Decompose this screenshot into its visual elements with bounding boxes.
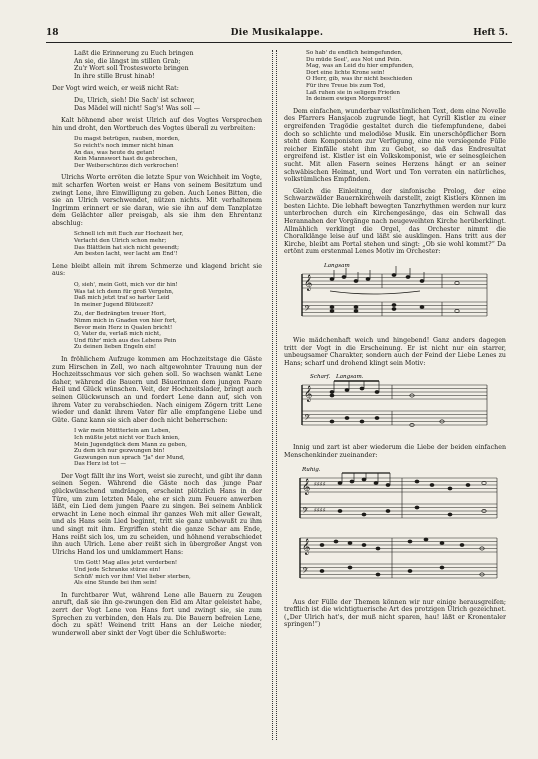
poem-line: Du müde Seel', aus Not und Pein.: [306, 56, 402, 63]
music-score-love-motif: [292, 464, 502, 594]
poem-line: Für ihre Treue bis zum Tod,: [306, 82, 386, 89]
poem-line: Das Mädel will nicht! Sag's! Was soll —: [74, 104, 201, 112]
paragraph: Dem einfachen, wunderbar volkstümlichen Text, dem eine Novelle des Pfarrers Hansjacob zugrunde liegt, hat Cyrill Kistler zu einer ergreifenden Tragödie gestaltet durch die tiefempfundene, dabei doch so schlichte und melodiöse Musik. Ein unerschöpflicher Born steht dem Komponisten zur Verfügung, eine nie versiegende Fülle reicher Einfälle steht ihm zu Gebot, so daß das Endresultat ergreifend ist. Kistler ist ein Volkskomponist, wie er seinesgleichen sucht. Mit allen Fasern seines Herzens hängt er an seiner schwäbischen Heimat, und Wort und Ton verraten ein natürliches, volkstümliches Empfinden.: [284, 107, 506, 184]
poem-line: Und führ' mich aus des Lebens Pein: [74, 337, 177, 344]
poem-line: In meiner Jugend Blütezeit?: [74, 301, 154, 308]
tempo-marking: Scharf.: [310, 374, 331, 381]
right-column: [284, 50, 506, 633]
score-image: [292, 260, 492, 332]
poem-line: In deinem ewigen Morgenrot!: [306, 96, 392, 103]
svg-text:♯♯♯♯: ♯♯♯♯: [314, 480, 326, 488]
page-header: [46, 28, 508, 42]
poem-line: Und jede Schranke stürze ein!: [74, 567, 161, 573]
poem-line: Dort eine lichte Krone sein!: [306, 69, 385, 76]
poem-line: In ihre stille Brust hinab!: [74, 72, 155, 80]
poem-block: [52, 97, 262, 112]
poem-block: [52, 428, 262, 468]
svg-text:𝄢: 𝄢: [304, 305, 311, 317]
poem-block: [284, 50, 506, 103]
poem-block: [52, 231, 262, 257]
header-rule: [46, 42, 512, 43]
poem-line: O Herr, gib, was ihr nicht beschieden: [306, 76, 413, 83]
music-score-lene-motif: [292, 260, 502, 332]
tempo-marking: Langsam: [324, 263, 350, 270]
magazine-title: Die Musikalappe.: [230, 28, 324, 38]
paragraph: Kalt höhnend aber weist Ulrich auf des Vogtes Versprechen hin und droht, den Wortbruch des Vogtes überall zu verbreiten:: [52, 117, 262, 132]
svg-text:𝄢: 𝄢: [302, 566, 309, 578]
poem-line: Als eine Stunde bei ihm sein!: [74, 580, 157, 587]
tempo-marking: Ruhig.: [302, 466, 321, 473]
poem-line: Zu'r Wort soll Trostesworte bringen: [74, 65, 189, 73]
svg-text:𝄞: 𝄞: [304, 275, 313, 292]
poem-line: Zu dem ich nur gezwungen bin!: [74, 448, 165, 455]
poem-line: I wär mein Müttterlein am Leben,: [74, 428, 171, 435]
poem-line: An das, was heute du getan!: [74, 149, 155, 156]
paragraph: Gleich die Einleitung, der sinfonische Prolog, der eine Schwarzwälder Bauernkirchweih darstellt, zeigt Kistlers Können im besten Lichte. Die lebhaft bewegten Tanzrhythmen werden nur kurz unterbrochen durch ein Kirchengesänge, das ein Schwall das Herannahen der Vorgänge nach neugeweihten Kirche herüberklingt. Allmählich verklingt die Orgel, das Orchester nimmt die Choralklänge leise auf und läßt sie ausklingen. Hans tritt aus der Kirche, bleibt am Portal stehen und singt: „Ob sie wohl kommt?“ Da ertönt zum erstenmal Lenes Motiv im Orchester:: [284, 187, 506, 256]
poem-line: So reicht's noch immer nicht hinan: [74, 142, 174, 149]
paragraph: In fröhlichem Aufzuge kommen am Hochzeitstage die Gäste zum Hirschen in Zell, wo nach altgewohnter Trauung nun der Hochzeitsschmaus vor sich gehen soll. So wachsen wankt Lene daher, während die Bauern und Bäuerinnen dem jungen Paare Heil und Glück wünschen. Veit, der Hochzeitslader, bringt auch seinen Glückwunsch an und fordert Lene dann auf, sich von ihrem Vater zu verabschieden. Nach einigem Zögern tritt Lene wieder und dankt ihrem Vater für alle empfangene Liebe und Güte. Ganz kann sie sich aber doch nicht beherrschen:: [52, 355, 262, 424]
poem-block: [52, 282, 262, 351]
poem-line: Am besten lacht, wer lacht am End'!: [74, 251, 178, 258]
paragraph: In furchtbarer Wut, während Lene alle Bauern zu Zeugen anruft, daß sie ihn ge-zwungen den Eid am Altar geleistet habe, zerrt der Vogt Lene von Hans fort und zwingt sie, sie zum Sprechen zu verbinden, den Hals zu. Die Bauern befreien Lene, doch zu spät! Weinend tritt Hans an der Leiche nieder, wunderwoll aber sinkt der Vogt über die Schlußworte:: [52, 591, 262, 637]
poem-line: Schüß' mich vor ihm! Viel lieber sterben,: [74, 573, 191, 580]
paragraph: Ulrichs Worte erröten die letzte Spur von Weichheit im Vogte, mit scharfen Worten weist er Hans von seinem Besitztum und zwingt Lene, ihre Einwilligung zu geben. Auch Lenes Bitten, die sie an Ulrich verschwendet, nützen nichts. Mit verhaltenem Ingrimm erinnert er sie daran, wie sie ihn auf dem Tanzplatze dem Gelächter aller preisgab, als sie ihm den Ehrentanz abschlug:: [52, 174, 262, 227]
paragraph: Innig und zart ist aber wiederum die Liebe der beiden einfachen Menschenkinder zueinander:: [284, 444, 506, 459]
poem-line: Nimm mich in Gnaden von hier fort,: [74, 318, 177, 324]
poem-line: Du magst betrügen, rauben, morden,: [74, 136, 180, 143]
svg-text:𝄞: 𝄞: [302, 538, 311, 555]
poem-line: O, Vater du, verlaß mich nicht,: [74, 331, 161, 338]
poem-line: So hab' du endlich heimgefunden,: [306, 50, 403, 56]
poem-line: Du, Ulrich, sieh! Die Sach' ist schwer,: [74, 96, 195, 104]
poem-line: Verlacht den Ulrich schon mehr;: [74, 238, 167, 245]
music-score-vogt-motif: [292, 371, 502, 439]
issue-number: Heft 5.: [473, 28, 508, 38]
poem-line: An sie, die längst im stillen Grab;: [74, 57, 181, 65]
poem-line: Bevor mein Herz in Qualen bricht!: [74, 324, 173, 331]
poem-block: [52, 50, 262, 80]
poem-line: Mein Jugendglück dem Mann zu geben,: [74, 441, 187, 448]
paragraph: Aus der Fülle der Themen können wir nur einige herausgreifen; trefflich ist die wichtigtuerische Art des protzigen Ulrich gezeichnet. („Der Ulrich hat's, der muß nicht sparen, hau! läßt er Kronentaler springen!“): [284, 598, 506, 629]
poem-line: Das Herz ist tot —: [74, 461, 126, 468]
poem-line: Zu deinen lieben Engeln ein!: [74, 344, 157, 351]
poem-block: [52, 136, 262, 169]
poem-line: Laßt die Erinnerung zu Euch bringen: [74, 50, 194, 57]
paragraph: Der Vogt wird weich, er weiß nicht Rat:: [52, 85, 179, 93]
paragraph: Wie mädchenhaft weich und hingebend! Ganz anders dagegen tritt der Vogt in die Erscheinung. Er ist nicht nur ein starrer, unbeugsamer Charakter, sondern auch der Feind der Liebe Lenes zu Hans; scharf und drohend klingt sein Motiv:: [284, 337, 506, 367]
page-number: 18: [46, 28, 59, 38]
paragraph: Lene bleibt allein mit ihrem Schmerze und klagend bricht sie aus:: [52, 262, 262, 278]
poem-line: Gezwungen nun sprach "Ja" der Mund,: [74, 454, 185, 461]
poem-line: O, sieh', mein Gott, mich vor dir hin!: [74, 282, 178, 289]
svg-text:♯♯♯♯: ♯♯♯♯: [314, 506, 326, 514]
svg-text:𝄢: 𝄢: [302, 506, 309, 518]
svg-text:𝄞: 𝄞: [302, 478, 311, 495]
poem-line: Das Blättlein hat sich nicht gewendt;: [74, 244, 180, 251]
poem-line: Schnell ich mit Euch zur Hochzeit her,: [74, 231, 184, 238]
poem-line: Kein Mannswort hast du gebrochen,: [74, 156, 178, 163]
paragraph: Der Vogt fällt ihr ins Wort, weist sie zurecht, und gibt ihr dann seinen Segen. Während die Gäste noch das junge Paar glückwünschend umdrängen, erscheint plötzlich Hans in der Türe, um zum letzten Male, ehe er sich zum Feuere anwerben läßt, ein Lied dem jungen Paare zu singen. Bei seinem Anblick erwacht in Lene noch einmal ihr ganzes Weh mit aller Gewalt, und als Hans sein Lied beginnt, tritt sie ganz unbewußt zu ihm und singt mit ihm. Ergriffen steht die ganze Schar am Ende, Hans reißt sich los, um zu scheiden, und höhnend verabschiedet ihn auch Ulrich. Lene aber reißt sich in übergroßer Angst von Ulrichs Hand los und umklammert Hans:: [52, 472, 262, 556]
column-divider: [272, 50, 277, 740]
poem-line: Um Gott! Mag alles jetzt verderben!: [74, 560, 178, 567]
left-column: [52, 50, 262, 641]
svg-text:𝄞: 𝄞: [304, 386, 313, 403]
poem-line: Zu, der Bedrängten treuer Hort,: [74, 311, 167, 318]
poem-line: Laß ruhen sie in seligem Frieden: [306, 89, 400, 96]
poem-line: Der Weiberschürze dich verkrochen!: [74, 162, 179, 169]
score-image: [292, 371, 492, 439]
score-image: [292, 464, 502, 594]
svg-text:𝄢: 𝄢: [304, 414, 311, 426]
poem-block: [52, 560, 262, 586]
poem-line: Mag, was an Leid du hier empfunden,: [306, 63, 414, 70]
poem-line: Ich müßte jetzt nicht vor Euch knien,: [74, 434, 180, 441]
tempo-marking: Langsam.: [336, 374, 364, 381]
poem-line: Was tat ich denn für groß Vergehn,: [74, 288, 174, 295]
poem-line: Daß mich jetzt traf so harter Leid: [74, 295, 170, 302]
